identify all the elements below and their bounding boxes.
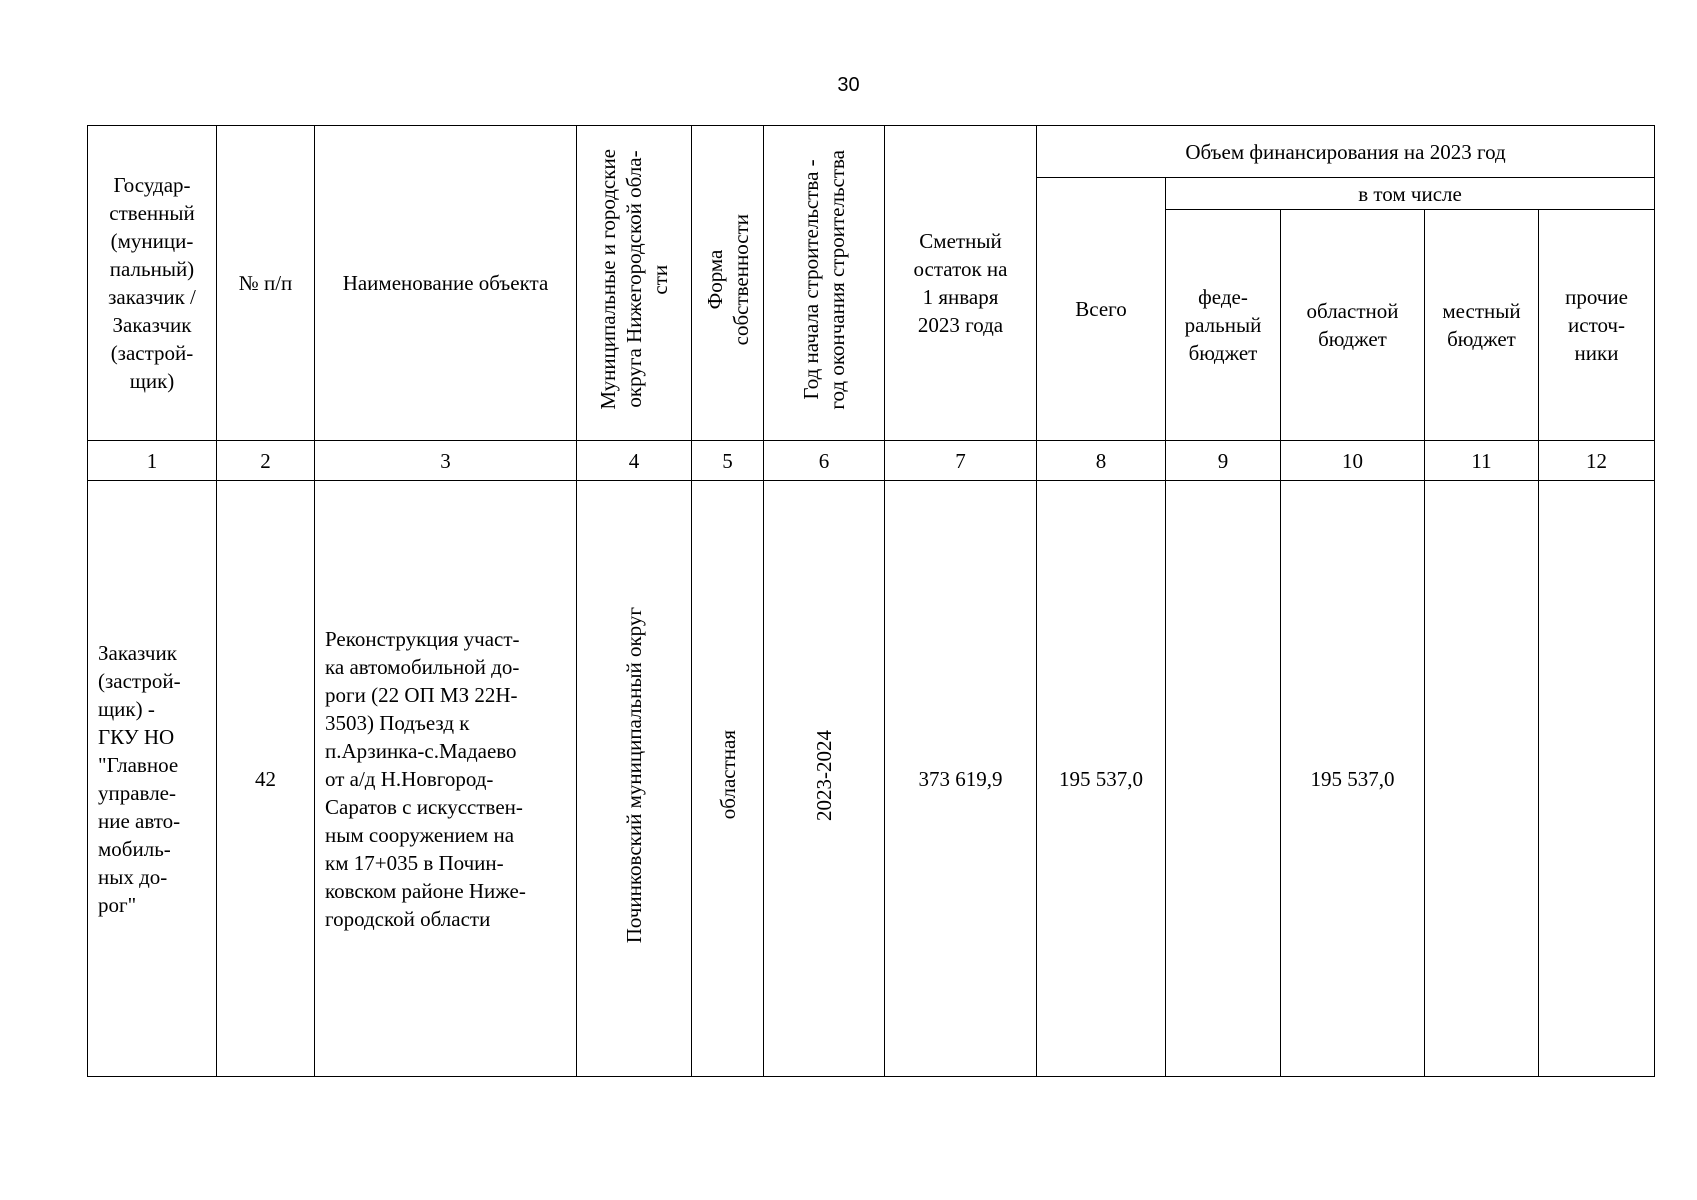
column-number: 7 bbox=[885, 441, 1037, 481]
row-estimate: 373 619,9 bbox=[885, 481, 1037, 1077]
column-number: 4 bbox=[577, 441, 692, 481]
header-other: прочие источ- ники bbox=[1539, 210, 1655, 441]
header-total: Всего bbox=[1037, 178, 1166, 441]
row-ownership bbox=[692, 481, 764, 1077]
row-years-text: 2023-2024 bbox=[812, 729, 836, 821]
header-municipalities bbox=[577, 126, 692, 441]
row-federal bbox=[1166, 481, 1281, 1077]
header-number: № п/п bbox=[217, 126, 315, 441]
header-regional: областной бюджет bbox=[1281, 210, 1425, 441]
header-years-text: Год начала строительства - год окончания строительства bbox=[799, 149, 849, 410]
header-customer: Государ- ственный (муници- пальный) заказчик / Заказчик (застрой- щик) bbox=[88, 126, 217, 441]
row-customer: Заказчик (застрой- щик) - ГКУ НО "Главное управле- ние авто- мобиль- ных до- рог" bbox=[88, 481, 217, 1077]
row-number: 42 bbox=[217, 481, 315, 1077]
row-municipality-text: Починковский муниципальный округ bbox=[622, 606, 646, 944]
column-number: 6 bbox=[764, 441, 885, 481]
table-row bbox=[88, 481, 1655, 1077]
column-number: 8 bbox=[1037, 441, 1166, 481]
column-number-row bbox=[88, 441, 1655, 481]
row-years bbox=[764, 481, 885, 1077]
row-ownership-text: областная bbox=[715, 730, 740, 820]
row-object-name: Реконструкция участ- ка автомобильной до- роги (22 ОП МЗ 22Н- 3503) Подъезд к п.Арзинка-с.Мадаево от а/д Н.Новгород- Саратов с искусствен- ным сооружением на км 17+035 в Почин- ковском районе Ниже- городской области bbox=[315, 481, 577, 1077]
column-number: 1 bbox=[88, 441, 217, 481]
column-number: 9 bbox=[1166, 441, 1281, 481]
row-regional: 195 537,0 bbox=[1281, 481, 1425, 1077]
column-number: 2 bbox=[217, 441, 315, 481]
column-number: 3 bbox=[315, 441, 577, 481]
row-local bbox=[1425, 481, 1539, 1077]
header-including: в том числе bbox=[1166, 178, 1655, 210]
column-number: 5 bbox=[692, 441, 764, 481]
construction-financing-table bbox=[87, 125, 1655, 1077]
header-estimate: Сметный остаток на 1 января 2023 года bbox=[885, 126, 1037, 441]
header-object-name: Наименование объекта bbox=[315, 126, 577, 441]
header-municipalities-text: Муниципальные и городские округа Нижегородской обла- сти bbox=[596, 149, 672, 410]
header-ownership-text: Форма собственности bbox=[702, 213, 753, 346]
row-other bbox=[1539, 481, 1655, 1077]
column-number: 11 bbox=[1425, 441, 1539, 481]
row-total: 195 537,0 bbox=[1037, 481, 1166, 1077]
column-number: 10 bbox=[1281, 441, 1425, 481]
header-years bbox=[764, 126, 885, 441]
header-local: местный бюджет bbox=[1425, 210, 1539, 441]
header-row-1 bbox=[88, 126, 1655, 178]
row-municipality bbox=[577, 481, 692, 1077]
header-funding: Объем финансирования на 2023 год bbox=[1037, 126, 1655, 178]
column-number: 12 bbox=[1539, 441, 1655, 481]
header-federal: феде- ральный бюджет bbox=[1166, 210, 1281, 441]
header-ownership bbox=[692, 126, 764, 441]
page-number: 30 bbox=[837, 74, 860, 96]
